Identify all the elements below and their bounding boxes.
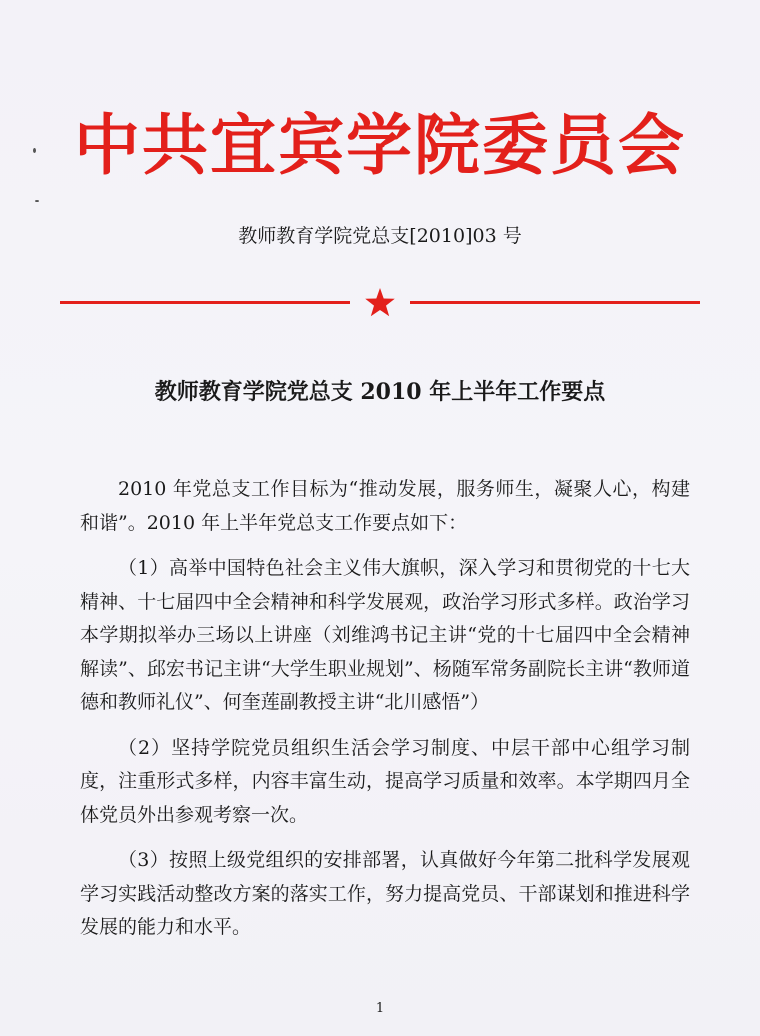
paragraph-item-1: （1）高举中国特色社会主义伟大旗帜，深入学习和贯彻党的十七大精神、十七届四中全会精神和科学发展观，政治学习形式多样。政治学习本学期拟举办三场以上讲座（刘维鸿书记主讲“党的十七届四中全会精神解读”、邱宏书记主讲“大学生职业规划”、杨随军常务副院长主讲“教师道德和教师礼仪”、何奎莲副教授主讲“北川感悟”） — [80, 557, 690, 713]
page-number: 1 — [375, 1001, 385, 1016]
organization-header: 中共宜宾学院委员会 — [74, 106, 686, 184]
header-rule-right — [410, 301, 700, 304]
paragraph-item-2: （2）坚持学院党员组织生活会学习制度、中层干部中心组学习制度，注重形式多样，内容丰富生动，提高学习质量和效率。本学期四月全体党员外出参观考察一次。 — [80, 736, 690, 826]
paragraph-intro: 2010 年党总支工作目标为“推动发展，服务师生，凝聚人心，构建和谐”。2010 年上半年党总支工作要点如下： — [80, 478, 690, 534]
document-title: 教师教育学院党总支 2010 年上半年工作要点 — [154, 379, 606, 405]
paragraph-item-3: （3）按照上级党组织的安排部署，认真做好今年第二批科学发展观学习实践活动整改方案的落实工作，努力提高党员、干部谋划和推进科学发展的能力和水平。 — [80, 849, 690, 938]
scan-speck — [35, 200, 39, 202]
header-rule-left — [60, 301, 350, 304]
document-body — [80, 473, 690, 957]
document-number: 教师教育学院党总支[2010]03 号 — [238, 225, 522, 247]
star-icon — [364, 287, 396, 319]
